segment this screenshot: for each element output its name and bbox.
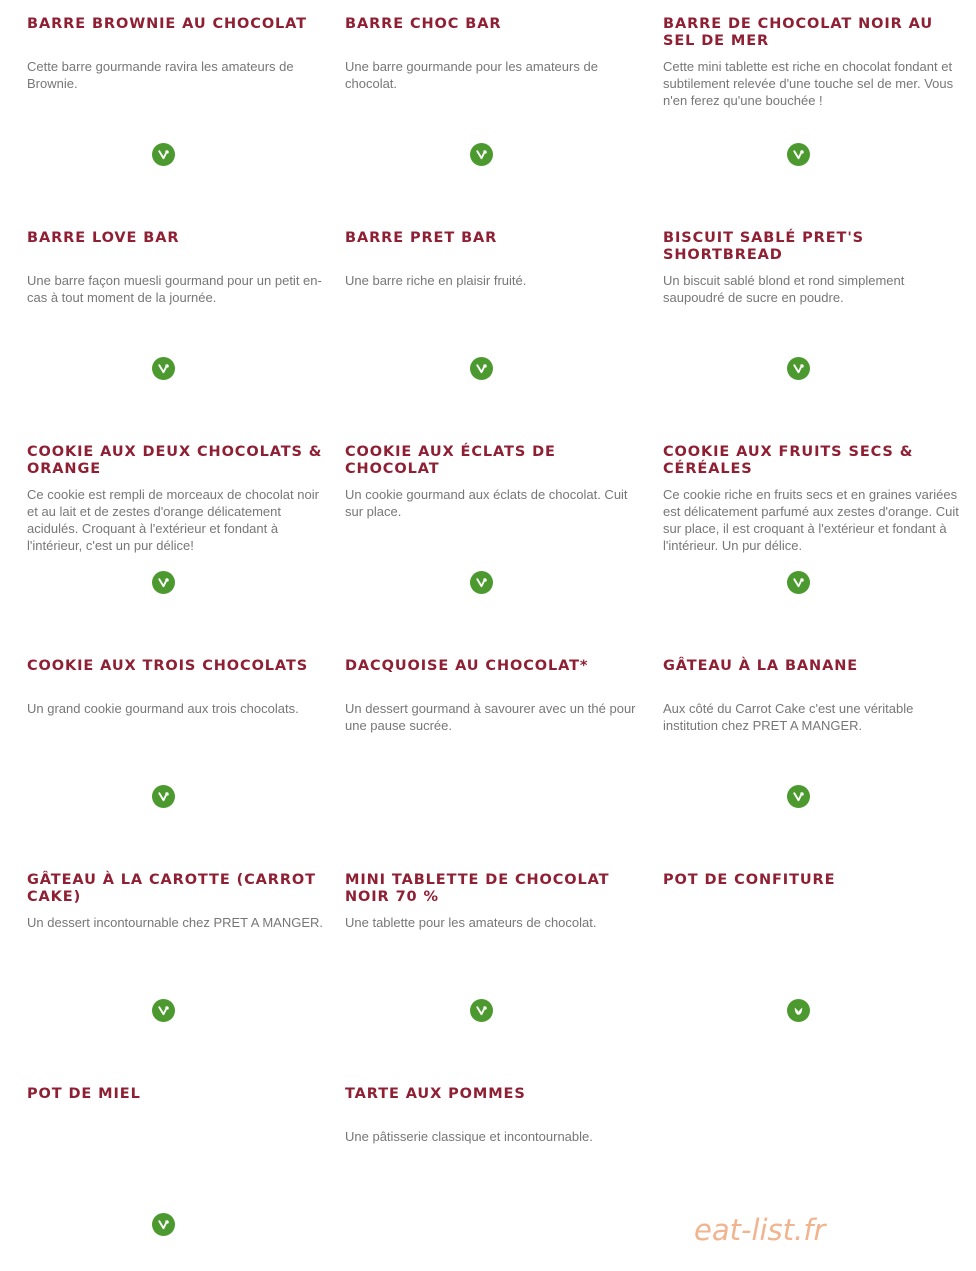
vegan-icon (787, 999, 810, 1022)
product-card[interactable] (27, 642, 327, 842)
product-card[interactable] (345, 428, 645, 628)
vegetarian-icon (152, 571, 175, 594)
product-title[interactable]: BARRE CHOC BAR (345, 16, 502, 32)
product-description: Une barre riche en plaisir fruité. (345, 273, 527, 288)
product-description: Ce cookie riche en fruits secs et en graines variées est délicatement parfumé aux zestes d'orange. Cuit sur place, il est croquant à l'extérieur et fondant à l'intérieur. Un pur délice. (663, 487, 959, 553)
product-card[interactable] (27, 428, 327, 628)
product-description: Cette mini tablette est riche en chocolat fondant et subtilement relevée d'une touche sel de mer. Vous n'en ferez qu'une bouchée ! (663, 59, 954, 108)
vegetarian-icon (470, 999, 493, 1022)
product-description: Aux côté du Carrot Cake c'est une véritable institution chez PRET A MANGER. (663, 701, 914, 733)
vegetarian-icon (787, 571, 810, 594)
product-description: Une tablette pour les amateurs de chocolat. (345, 915, 597, 930)
product-title[interactable]: COOKIE AUX TROIS CHOCOLATS (27, 658, 309, 674)
product-title[interactable]: BARRE BROWNIE AU CHOCOLAT (27, 16, 307, 32)
vegetarian-icon (787, 357, 810, 380)
product-description: Une pâtisserie classique et incontournable. (345, 1129, 593, 1144)
vegetarian-icon (470, 357, 493, 380)
product-title[interactable]: BARRE LOVE BAR (27, 230, 180, 246)
product-description: Ce cookie est rempli de morceaux de chocolat noir et au lait et de zestes d'orange délicatement acidulés. Croquant à l'extérieur et fondant à l'intérieur, c'est un pur délice! (27, 487, 319, 553)
product-description: Cette barre gourmande ravira les amateurs de Brownie. (27, 59, 294, 91)
product-title[interactable]: DACQUOISE AU CHOCOLAT* (345, 658, 589, 674)
vegetarian-icon (787, 143, 810, 166)
product-title[interactable]: TARTE AUX POMMES (345, 1086, 526, 1102)
vegetarian-icon (470, 571, 493, 594)
product-description: Un dessert incontournable chez PRET A MANGER. (27, 915, 324, 930)
product-card[interactable] (27, 856, 327, 1056)
product-card[interactable] (27, 0, 327, 200)
vegetarian-icon (152, 143, 175, 166)
product-title[interactable]: POT DE CONFITURE (663, 872, 836, 888)
product-title[interactable]: MINI TABLETTE DE CHOCOLAT NOIR 70 % (345, 872, 610, 905)
product-title[interactable]: BARRE PRET BAR (345, 230, 498, 246)
product-card[interactable] (663, 214, 963, 414)
vegetarian-icon (152, 357, 175, 380)
product-card[interactable] (27, 214, 327, 414)
product-title[interactable]: GÂTEAU À LA BANANE (663, 658, 859, 674)
vegetarian-icon (152, 999, 175, 1022)
product-card[interactable] (663, 0, 963, 200)
product-title[interactable]: COOKIE AUX ÉCLATS DE CHOCOLAT (345, 444, 556, 477)
product-card[interactable] (345, 642, 645, 842)
product-description: Un biscuit sablé blond et rond simplement saupoudré de sucre en poudre. (663, 273, 905, 305)
product-description: Un dessert gourmand à savourer avec un thé pour une pause sucrée. (345, 701, 636, 733)
watermark-logo: eat-list.fr (694, 1213, 826, 1247)
product-title[interactable]: POT DE MIEL (27, 1086, 141, 1102)
product-title[interactable]: BARRE DE CHOCOLAT NOIR AU SEL DE MER (663, 16, 934, 49)
product-description: Un grand cookie gourmand aux trois chocolats. (27, 701, 299, 716)
vegetarian-icon (470, 143, 493, 166)
product-card[interactable] (663, 856, 963, 1056)
product-card[interactable] (27, 1070, 327, 1270)
product-card[interactable] (345, 214, 645, 414)
product-description: Un cookie gourmand aux éclats de chocolat. Cuit sur place. (345, 487, 628, 519)
product-title[interactable]: GÂTEAU À LA CAROTTE (CARROT CAKE) (27, 872, 316, 905)
product-description: Une barre façon muesli gourmand pour un petit en-cas à tout moment de la journée. (27, 273, 322, 305)
product-description: Une barre gourmande pour les amateurs de chocolat. (345, 59, 598, 91)
product-title[interactable]: COOKIE AUX FRUITS SECS & CÉRÉALES (663, 444, 914, 477)
product-card[interactable] (345, 1070, 645, 1270)
vegetarian-icon (152, 785, 175, 808)
vegetarian-icon (787, 785, 810, 808)
vegetarian-icon (152, 1213, 175, 1236)
product-card[interactable] (345, 0, 645, 200)
product-card[interactable] (663, 642, 963, 842)
product-title[interactable]: COOKIE AUX DEUX CHOCOLATS & ORANGE (27, 444, 323, 477)
product-card[interactable] (345, 856, 645, 1056)
product-title[interactable]: BISCUIT SABLÉ PRET'S SHORTBREAD (663, 230, 865, 263)
product-card[interactable] (663, 428, 963, 628)
